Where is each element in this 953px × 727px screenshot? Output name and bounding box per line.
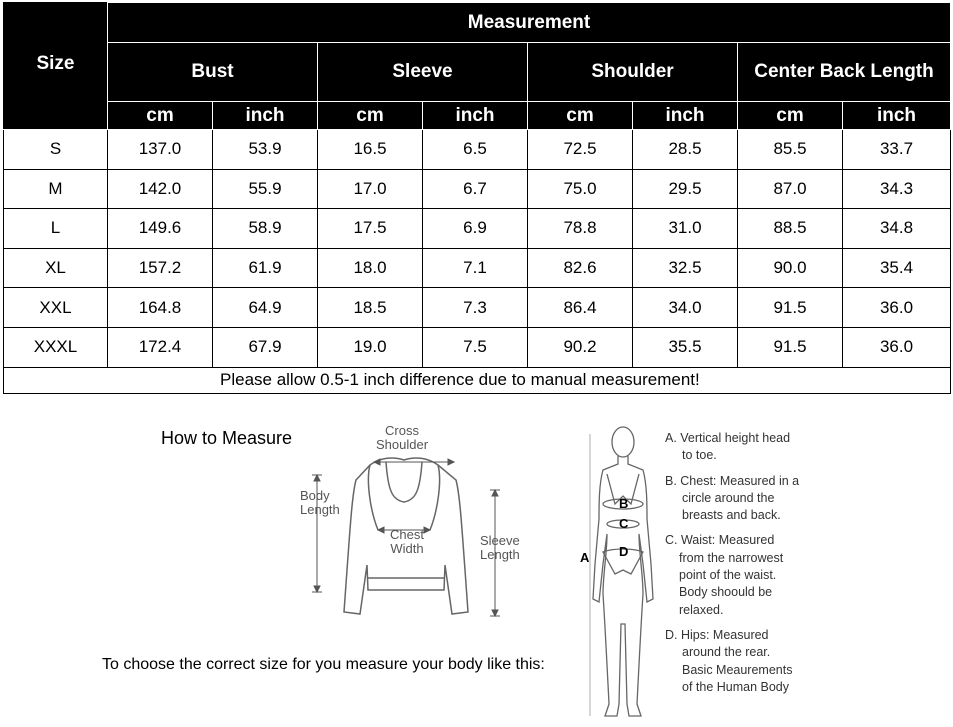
table-cell: 7.1 xyxy=(423,248,528,288)
bust-header: Bust xyxy=(108,43,318,102)
unit-header: inch xyxy=(843,102,951,130)
table-cell: 16.5 xyxy=(318,130,423,170)
size-cell: L xyxy=(4,209,108,249)
table-cell: 34.3 xyxy=(843,169,951,209)
figure-letter-b: B xyxy=(619,496,629,511)
table-cell: 6.5 xyxy=(423,130,528,170)
table-cell: 28.5 xyxy=(633,130,738,170)
table-cell: 85.5 xyxy=(738,130,843,170)
note-line: breasts and back. xyxy=(682,508,781,523)
table-row xyxy=(4,169,951,209)
note-line: relaxed. xyxy=(679,602,724,617)
unit-header: inch xyxy=(213,102,318,130)
cross-shoulder-label xyxy=(376,424,428,452)
table-cell: 32.5 xyxy=(633,248,738,288)
table-cell: 78.8 xyxy=(528,209,633,249)
table-cell: 6.9 xyxy=(423,209,528,249)
table-cell: 17.5 xyxy=(318,209,423,249)
table-row xyxy=(4,327,951,367)
table-cell: 90.2 xyxy=(528,327,633,367)
note-line: Body shoould be xyxy=(679,585,773,600)
table-cell: 36.0 xyxy=(843,327,951,367)
unit-header: inch xyxy=(423,102,528,130)
table-cell: 88.5 xyxy=(738,209,843,249)
note-line: circle around the xyxy=(682,490,775,505)
cross-shoulder-line: Cross xyxy=(385,423,419,438)
note-line: to toe. xyxy=(682,448,717,463)
size-cell: M xyxy=(4,169,108,209)
sleeve-length-line: Sleeve xyxy=(480,533,520,548)
figure-letter-a: A xyxy=(580,550,590,565)
body-length-line: Length xyxy=(300,502,340,517)
note-line: point of the waist. xyxy=(679,568,777,583)
note-a xyxy=(665,430,799,465)
body-measurement-notes xyxy=(665,430,799,704)
size-cell: XXL xyxy=(4,288,108,328)
table-cell: 86.4 xyxy=(528,288,633,328)
table-cell: 91.5 xyxy=(738,288,843,328)
unit-header: inch xyxy=(633,102,738,130)
sleeve-header: Sleeve xyxy=(318,43,528,102)
table-cell: 34.8 xyxy=(843,209,951,249)
measurement-note: Please allow 0.5-1 inch difference due to manual measurement! xyxy=(4,367,951,393)
note-line: around the rear. xyxy=(682,645,771,660)
how-to-measure-title: How to Measure xyxy=(161,428,293,448)
table-cell: 72.5 xyxy=(528,130,633,170)
note-b xyxy=(665,473,799,525)
chest-width-line: Chest xyxy=(390,527,424,542)
table-row xyxy=(4,288,951,328)
note-line: from the narrowest xyxy=(679,550,784,565)
size-cell: XXXL xyxy=(4,327,108,367)
table-cell: 90.0 xyxy=(738,248,843,288)
table-cell: 58.9 xyxy=(213,209,318,249)
unit-header: cm xyxy=(738,102,843,130)
table-cell: 6.7 xyxy=(423,169,528,209)
table-cell: 149.6 xyxy=(108,209,213,249)
table-row xyxy=(4,248,951,288)
size-cell: S xyxy=(4,130,108,170)
table-cell: 61.9 xyxy=(213,248,318,288)
table-cell: 157.2 xyxy=(108,248,213,288)
table-cell: 31.0 xyxy=(633,209,738,249)
table-cell: 33.7 xyxy=(843,130,951,170)
size-header: Size xyxy=(4,3,108,130)
table-row xyxy=(4,130,951,170)
shoulder-header: Shoulder xyxy=(528,43,738,102)
size-chart-table xyxy=(3,2,951,394)
center-back-length-header: Center Back Length xyxy=(738,43,951,102)
table-cell: 35.4 xyxy=(843,248,951,288)
note-line: A. Vertical height head xyxy=(665,431,791,445)
body-length-label xyxy=(300,489,340,517)
note-line: B. Chest: Measured in a xyxy=(665,473,800,488)
table-cell: 35.5 xyxy=(633,327,738,367)
table-cell: 172.4 xyxy=(108,327,213,367)
table-cell: 18.0 xyxy=(318,248,423,288)
table-cell: 164.8 xyxy=(108,288,213,328)
unit-header: cm xyxy=(108,102,213,130)
table-row xyxy=(4,209,951,249)
measurement-header: Measurement xyxy=(108,3,951,43)
figure-letter-c: C xyxy=(619,516,629,531)
sleeve-length-line: Length xyxy=(480,547,520,562)
unit-header: cm xyxy=(528,102,633,130)
chest-width-line: Width xyxy=(390,541,424,556)
table-cell: 64.9 xyxy=(213,288,318,328)
size-cell: XL xyxy=(4,248,108,288)
table-cell: 53.9 xyxy=(213,130,318,170)
choose-size-text: To choose the correct size for you measure your body like this: xyxy=(102,656,545,673)
table-cell: 91.5 xyxy=(738,327,843,367)
note-line: D. Hips: Measured xyxy=(665,627,769,642)
table-cell: 75.0 xyxy=(528,169,633,209)
note-c xyxy=(665,532,799,618)
table-cell: 87.0 xyxy=(738,169,843,209)
cross-shoulder-line: Shoulder xyxy=(376,437,429,452)
table-cell: 7.3 xyxy=(423,288,528,328)
table-cell: 142.0 xyxy=(108,169,213,209)
table-cell: 137.0 xyxy=(108,130,213,170)
table-cell: 34.0 xyxy=(633,288,738,328)
note-line: of the Human Body xyxy=(682,679,790,694)
sleeve-length-label xyxy=(480,534,520,562)
table-cell: 36.0 xyxy=(843,288,951,328)
unit-header: cm xyxy=(318,102,423,130)
note-line: Basic Meaurements xyxy=(682,662,793,677)
table-cell: 82.6 xyxy=(528,248,633,288)
table-cell: 67.9 xyxy=(213,327,318,367)
chest-width-label xyxy=(390,528,424,556)
table-cell: 29.5 xyxy=(633,169,738,209)
note-d xyxy=(665,627,799,696)
figure-letter-d: D xyxy=(619,544,629,559)
table-cell: 19.0 xyxy=(318,327,423,367)
table-cell: 55.9 xyxy=(213,169,318,209)
table-cell: 18.5 xyxy=(318,288,423,328)
table-cell: 17.0 xyxy=(318,169,423,209)
body-length-line: Body xyxy=(300,488,330,503)
note-line: C. Waist: Measured xyxy=(665,533,775,548)
body-figure-diagram xyxy=(585,424,665,724)
table-cell: 7.5 xyxy=(423,327,528,367)
